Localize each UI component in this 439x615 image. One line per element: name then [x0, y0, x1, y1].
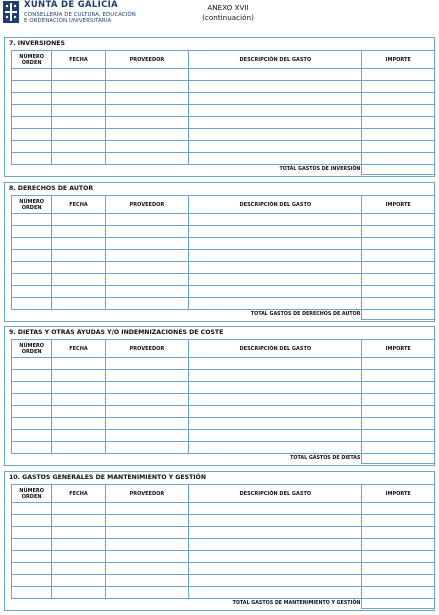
cell-numero[interactable]: [12, 382, 52, 394]
cell-proveedor[interactable]: [105, 262, 189, 274]
cell-descripcion[interactable]: [189, 69, 362, 81]
col-header-importe: IMPORTE: [362, 51, 435, 69]
cell-fecha[interactable]: [52, 117, 105, 129]
cell-descripcion[interactable]: [189, 503, 362, 515]
cell-descripcion[interactable]: [189, 274, 362, 286]
cell-numero[interactable]: [12, 406, 52, 418]
table-row: [12, 418, 435, 430]
cell-numero[interactable]: [12, 298, 52, 310]
table-row: [12, 129, 435, 141]
annex-subtitle: (continuación): [202, 13, 254, 22]
col-header-importe: IMPORTE: [362, 340, 435, 358]
cell-descripcion[interactable]: [189, 105, 362, 117]
cell-proveedor[interactable]: [105, 298, 189, 310]
cell-fecha[interactable]: [52, 274, 105, 286]
table-row: [12, 274, 435, 286]
cell-descripcion[interactable]: [189, 250, 362, 262]
cell-descripcion[interactable]: [189, 226, 362, 238]
cell-numero[interactable]: [12, 274, 52, 286]
table-row: [12, 394, 435, 406]
cell-numero[interactable]: [12, 430, 52, 442]
table-row: [12, 442, 435, 454]
cell-descripcion[interactable]: [189, 262, 362, 274]
col-header-fecha: FECHA: [52, 196, 105, 214]
cell-fecha[interactable]: [52, 81, 105, 93]
cell-numero[interactable]: [12, 503, 52, 515]
cell-proveedor[interactable]: [105, 238, 189, 250]
table-body: [12, 503, 435, 599]
cell-descripcion[interactable]: [189, 81, 362, 93]
cell-numero[interactable]: [12, 93, 52, 105]
cell-fecha[interactable]: [52, 539, 105, 551]
cell-proveedor[interactable]: [105, 551, 189, 563]
cell-numero[interactable]: [12, 358, 52, 370]
cell-descripcion[interactable]: [189, 238, 362, 250]
table-row: [12, 141, 435, 153]
cell-importe[interactable]: [362, 406, 435, 418]
col-header-fecha: FECHA: [52, 340, 105, 358]
cell-numero[interactable]: [12, 442, 52, 454]
cell-proveedor[interactable]: [105, 250, 189, 262]
col-header-fecha: FECHA: [52, 485, 105, 503]
total-label: TOTAL GASTOS DE DERECHOS DE AUTOR: [12, 310, 362, 320]
cell-numero[interactable]: [12, 539, 52, 551]
cell-proveedor[interactable]: [105, 503, 189, 515]
cell-importe[interactable]: [362, 286, 435, 298]
cell-importe[interactable]: [362, 214, 435, 226]
annex-title: [180, 3, 276, 23]
expense-table: [11, 50, 435, 175]
cell-numero[interactable]: [12, 262, 52, 274]
section-inversiones: [4, 37, 435, 177]
cell-descripcion[interactable]: [189, 575, 362, 587]
cell-importe[interactable]: [362, 69, 435, 81]
cell-proveedor[interactable]: [105, 587, 189, 599]
table-row: [12, 117, 435, 129]
cell-fecha[interactable]: [52, 418, 105, 430]
col-header-numero: NÚMERO ORDEN: [12, 340, 52, 358]
total-value-cell[interactable]: [362, 599, 435, 609]
table-body: [12, 69, 435, 165]
cell-descripcion[interactable]: [189, 382, 362, 394]
cell-numero[interactable]: [12, 69, 52, 81]
cell-fecha[interactable]: [52, 406, 105, 418]
cell-fecha[interactable]: [52, 442, 105, 454]
cell-importe[interactable]: [362, 105, 435, 117]
cell-proveedor[interactable]: [105, 527, 189, 539]
col-header-numero: NÚMERO ORDEN: [12, 485, 52, 503]
cell-descripcion[interactable]: [189, 153, 362, 165]
cell-numero[interactable]: [12, 105, 52, 117]
org-line-2: E ORDENACIÓN UNIVERSITARIA: [24, 18, 112, 24]
cell-numero[interactable]: [12, 226, 52, 238]
cell-importe[interactable]: [362, 370, 435, 382]
table-row: [12, 153, 435, 165]
table-row: [12, 430, 435, 442]
cell-importe[interactable]: [362, 117, 435, 129]
cell-descripcion[interactable]: [189, 551, 362, 563]
cell-descripcion[interactable]: [189, 515, 362, 527]
cell-importe[interactable]: [362, 442, 435, 454]
table-row: [12, 527, 435, 539]
cell-fecha[interactable]: [52, 69, 105, 81]
cell-importe[interactable]: [362, 250, 435, 262]
cell-numero[interactable]: [12, 238, 52, 250]
table-body: [12, 214, 435, 310]
table-row: [12, 93, 435, 105]
cell-proveedor[interactable]: [105, 153, 189, 165]
cell-numero[interactable]: [12, 527, 52, 539]
cell-fecha[interactable]: [52, 250, 105, 262]
cell-descripcion[interactable]: [189, 563, 362, 575]
table-body: [12, 358, 435, 454]
table-row: [12, 286, 435, 298]
cell-numero[interactable]: [12, 394, 52, 406]
cell-fecha[interactable]: [52, 358, 105, 370]
cell-proveedor[interactable]: [105, 430, 189, 442]
table-row: [12, 406, 435, 418]
table-row: [12, 563, 435, 575]
table-row: [12, 575, 435, 587]
cell-numero[interactable]: [12, 551, 52, 563]
section-derechos-autor: [4, 182, 435, 322]
expense-table: [11, 484, 435, 609]
cell-proveedor[interactable]: [105, 394, 189, 406]
table-row: [12, 214, 435, 226]
cell-fecha[interactable]: [52, 214, 105, 226]
table-row: [12, 539, 435, 551]
cell-fecha[interactable]: [52, 382, 105, 394]
total-label: TOTAL GASTOS DE INVERSIÓN: [12, 165, 362, 175]
expense-table: [11, 195, 435, 320]
cell-fecha[interactable]: [52, 394, 105, 406]
cell-importe[interactable]: [362, 418, 435, 430]
cell-descripcion[interactable]: [189, 394, 362, 406]
cell-importe[interactable]: [362, 81, 435, 93]
table-row: [12, 358, 435, 370]
cell-descripcion[interactable]: [189, 539, 362, 551]
cell-numero[interactable]: [12, 575, 52, 587]
org-line-1: CONSELLERÍA DE CULTURA, EDUCACIÓN: [24, 12, 136, 18]
table-row: [12, 105, 435, 117]
cell-proveedor[interactable]: [105, 105, 189, 117]
col-header-importe: IMPORTE: [362, 196, 435, 214]
col-header-descripcion: DESCRIPCIÓN DEL GASTO: [189, 485, 362, 503]
table-row: [12, 238, 435, 250]
expense-table: [11, 339, 435, 464]
cell-numero[interactable]: [12, 250, 52, 262]
cell-importe[interactable]: [362, 298, 435, 310]
cell-descripcion[interactable]: [189, 117, 362, 129]
cell-numero[interactable]: [12, 515, 52, 527]
cell-descripcion[interactable]: [189, 430, 362, 442]
cell-numero[interactable]: [12, 153, 52, 165]
total-value-cell[interactable]: [362, 454, 435, 464]
table-row: [12, 298, 435, 310]
cell-numero[interactable]: [12, 81, 52, 93]
cell-importe[interactable]: [362, 503, 435, 515]
total-value-cell[interactable]: [362, 310, 435, 320]
cell-proveedor[interactable]: [105, 539, 189, 551]
page-header: [0, 0, 439, 36]
total-row: [12, 165, 435, 175]
cell-fecha[interactable]: [52, 551, 105, 563]
total-value-cell[interactable]: [362, 165, 435, 175]
cell-fecha[interactable]: [52, 587, 105, 599]
cell-importe[interactable]: [362, 238, 435, 250]
table-row: [12, 262, 435, 274]
table-row: [12, 81, 435, 93]
col-header-proveedor: PROVEEDOR: [105, 196, 189, 214]
cell-importe[interactable]: [362, 527, 435, 539]
cell-importe[interactable]: [362, 93, 435, 105]
annex-title-main: ANEXO XVII: [207, 3, 249, 12]
cell-descripcion[interactable]: [189, 370, 362, 382]
section-title: 10. GASTOS GENERALES DE MANTENIMIENTO Y GESTIÓN: [9, 474, 206, 481]
col-header-proveedor: PROVEEDOR: [105, 340, 189, 358]
cell-descripcion[interactable]: [189, 214, 362, 226]
section-title: 7. INVERSIONES: [9, 40, 65, 47]
cell-numero[interactable]: [12, 587, 52, 599]
xunta-emblem-icon: [3, 1, 19, 23]
cell-fecha[interactable]: [52, 129, 105, 141]
cell-proveedor[interactable]: [105, 129, 189, 141]
table-row: [12, 515, 435, 527]
cell-proveedor[interactable]: [105, 214, 189, 226]
cell-proveedor[interactable]: [105, 515, 189, 527]
cell-importe[interactable]: [362, 515, 435, 527]
cell-numero[interactable]: [12, 418, 52, 430]
cell-importe[interactable]: [362, 226, 435, 238]
cell-importe[interactable]: [362, 274, 435, 286]
total-label: TOTAL GASTOS DE DIETAS: [12, 454, 362, 464]
cell-importe[interactable]: [362, 575, 435, 587]
cell-proveedor[interactable]: [105, 81, 189, 93]
cell-numero[interactable]: [12, 117, 52, 129]
total-label: TOTAL GASTOS DE MANTENIMIENTO Y GESTIÓN: [12, 599, 362, 609]
cell-proveedor[interactable]: [105, 93, 189, 105]
cell-descripcion[interactable]: [189, 587, 362, 599]
table-row: [12, 382, 435, 394]
cell-importe[interactable]: [362, 382, 435, 394]
col-header-descripcion: DESCRIPCIÓN DEL GASTO: [189, 340, 362, 358]
col-header-descripcion: DESCRIPCIÓN DEL GASTO: [189, 196, 362, 214]
cell-numero[interactable]: [12, 370, 52, 382]
table-row: [12, 551, 435, 563]
cell-importe[interactable]: [362, 430, 435, 442]
cell-descripcion[interactable]: [189, 286, 362, 298]
cell-proveedor[interactable]: [105, 442, 189, 454]
cell-importe[interactable]: [362, 129, 435, 141]
cell-proveedor[interactable]: [105, 226, 189, 238]
cell-importe[interactable]: [362, 141, 435, 153]
cell-descripcion[interactable]: [189, 129, 362, 141]
cell-fecha[interactable]: [52, 105, 105, 117]
section-title: 9. DIETAS Y OTRAS AYUDAS Y/O INDEMNIZACIONES DE COSTE: [9, 329, 224, 336]
cell-fecha[interactable]: [52, 226, 105, 238]
cell-fecha[interactable]: [52, 93, 105, 105]
cell-fecha[interactable]: [52, 503, 105, 515]
table-row: [12, 370, 435, 382]
cell-proveedor[interactable]: [105, 418, 189, 430]
cell-numero[interactable]: [12, 563, 52, 575]
cell-descripcion[interactable]: [189, 358, 362, 370]
section-gastos-generales: [4, 471, 435, 611]
cell-importe[interactable]: [362, 587, 435, 599]
cell-fecha[interactable]: [52, 430, 105, 442]
table-row: [12, 587, 435, 599]
total-row: [12, 454, 435, 464]
cell-fecha[interactable]: [52, 527, 105, 539]
cell-fecha[interactable]: [52, 286, 105, 298]
cell-fecha[interactable]: [52, 370, 105, 382]
total-row: [12, 310, 435, 320]
cell-descripcion[interactable]: [189, 418, 362, 430]
cell-numero[interactable]: [12, 286, 52, 298]
col-header-proveedor: PROVEEDOR: [105, 51, 189, 69]
cell-descripcion[interactable]: [189, 141, 362, 153]
col-header-numero: NÚMERO ORDEN: [12, 51, 52, 69]
table-row: [12, 69, 435, 81]
cell-fecha[interactable]: [52, 563, 105, 575]
org-name: XUNTA DE GALICIA: [24, 0, 118, 10]
cell-proveedor[interactable]: [105, 563, 189, 575]
cell-numero[interactable]: [12, 129, 52, 141]
table-row: [12, 250, 435, 262]
cell-fecha[interactable]: [52, 515, 105, 527]
cell-numero[interactable]: [12, 141, 52, 153]
cell-importe[interactable]: [362, 551, 435, 563]
cell-descripcion[interactable]: [189, 298, 362, 310]
cell-proveedor[interactable]: [105, 141, 189, 153]
cell-importe[interactable]: [362, 563, 435, 575]
cell-importe[interactable]: [362, 539, 435, 551]
cell-importe[interactable]: [362, 153, 435, 165]
cell-proveedor[interactable]: [105, 370, 189, 382]
cell-fecha[interactable]: [52, 575, 105, 587]
cell-descripcion[interactable]: [189, 93, 362, 105]
table-row: [12, 226, 435, 238]
cell-proveedor[interactable]: [105, 274, 189, 286]
total-row: [12, 599, 435, 609]
cell-proveedor[interactable]: [105, 286, 189, 298]
cell-fecha[interactable]: [52, 238, 105, 250]
cell-importe[interactable]: [362, 358, 435, 370]
col-header-fecha: FECHA: [52, 51, 105, 69]
section-dietas: [4, 326, 435, 466]
col-header-proveedor: PROVEEDOR: [105, 485, 189, 503]
cell-fecha[interactable]: [52, 298, 105, 310]
cell-proveedor[interactable]: [105, 575, 189, 587]
cell-descripcion[interactable]: [189, 442, 362, 454]
cell-importe[interactable]: [362, 262, 435, 274]
cell-proveedor[interactable]: [105, 358, 189, 370]
cell-fecha[interactable]: [52, 262, 105, 274]
cell-fecha[interactable]: [52, 153, 105, 165]
cell-descripcion[interactable]: [189, 406, 362, 418]
cell-fecha[interactable]: [52, 141, 105, 153]
section-title: 8. DERECHOS DE AUTOR: [9, 185, 94, 192]
cell-proveedor[interactable]: [105, 117, 189, 129]
col-header-numero: NÚMERO ORDEN: [12, 196, 52, 214]
cell-importe[interactable]: [362, 394, 435, 406]
col-header-descripcion: DESCRIPCIÓN DEL GASTO: [189, 51, 362, 69]
cell-proveedor[interactable]: [105, 406, 189, 418]
cell-proveedor[interactable]: [105, 69, 189, 81]
cell-proveedor[interactable]: [105, 382, 189, 394]
cell-descripcion[interactable]: [189, 527, 362, 539]
col-header-importe: IMPORTE: [362, 485, 435, 503]
cell-numero[interactable]: [12, 214, 52, 226]
table-row: [12, 503, 435, 515]
